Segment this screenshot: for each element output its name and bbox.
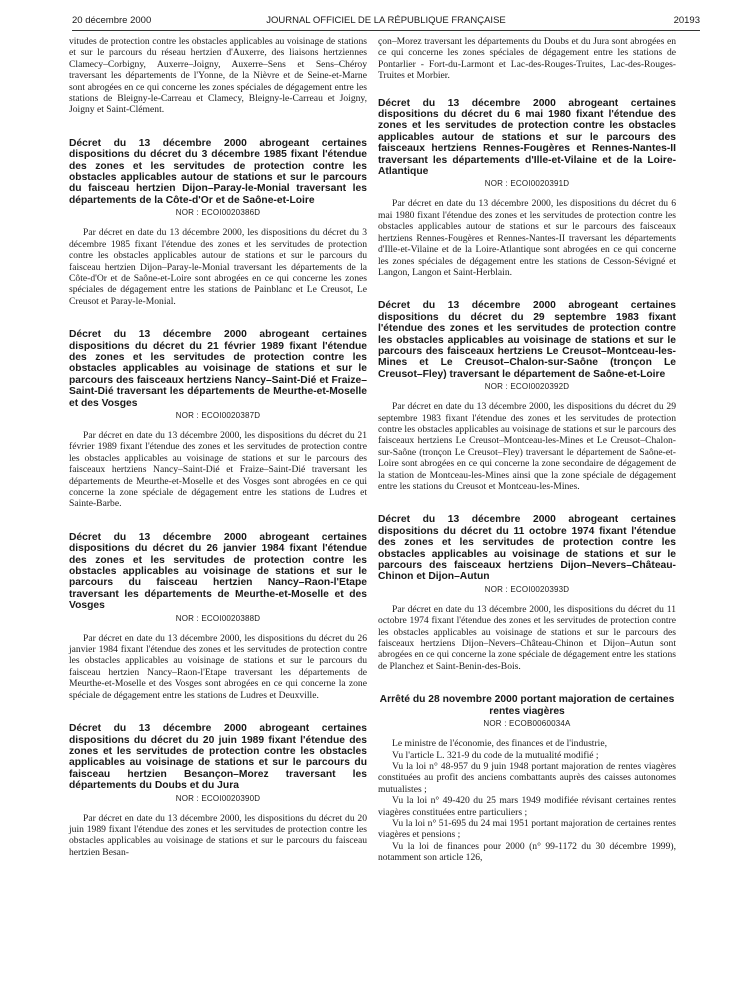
decree-nor: NOR : ECOI0020387D <box>175 410 261 420</box>
decree-title: Décret du 13 décembre 2000 abrogeant certaines dispositions du décret du 20 juin 1989 fixant l'étendue des zones et les servitudes de protection contre les obstacles applicables au voisinage de stations et sur le parcours du faisceau hertzien Besançon–Morez traversant les départements du Doubs et du Jura <box>69 723 367 792</box>
header-journal-title: JOURNAL OFFICIEL DE LA RÉPUBLIQUE FRANÇAISE <box>266 15 506 26</box>
decree-title: Décret du 13 décembre 2000 abrogeant certaines dispositions du décret du 29 septembre 1983 fixant l'étendue des zones et les servitudes de protection contre les obstacles applicables au voisinage de stations et sur le parcours des faisceaux hertziens Le Creusot–Montceau-les-Mines et Le Creusot–Chalon-sur-Saône (tronçon Le Creusot–Fley) traversant le département de Saône-et-Loire <box>378 300 676 380</box>
decree-block <box>378 514 676 672</box>
arrete-visas <box>378 738 676 863</box>
arrete-line: Vu la loi n° 48-957 du 9 juin 1948 portant majoration de rentes viagères constituées au profit des anciens combattants auprès des caisses autonomes mutualistes ; <box>378 760 676 795</box>
decree-text: Par décret en date du 13 décembre 2000, les dispositions du décret du 6 mai 1980 fixant l'étendue des zones et les servitudes de protection contre les obstacles applicables autour de stations et sur le parcours des faisceaux hertziens Rennes-Fougères et Rennes-Nantes-II traversant les départements d'Ille-et-Vilaine et de la Loire-Atlantique sont abrogées en ce qui concerne les zones spéciales de dégagement entre les stations de Cesson-Sévigné et Langon, Langon et Saint-Herblain. <box>378 198 676 278</box>
arrete-line: Vu l'article L. 321-9 du code de la mutualité modifié ; <box>392 749 599 761</box>
decree-title: Décret du 13 décembre 2000 abrogeant certaines dispositions du décret du 21 février 1989 fixant l'étendue des zones et les servitudes de protection contre les obstacles applicables au voisinage de stations et sur le parcours des faisceaux hertziens Nancy–Saint-Dié et Fraize–Saint-Dié traversant les départements de Meurthe-et-Moselle et des Vosges <box>69 329 367 409</box>
arrete-line: Vu la loi n° 51-695 du 24 mai 1951 portant majoration de certaines rentes viagères et pensions ; <box>378 817 676 841</box>
decree-nor: NOR : ECOI0020392D <box>484 382 570 392</box>
decree-title: Décret du 13 décembre 2000 abrogeant certaines dispositions du décret du 3 décembre 1985 fixant l'étendue des zones et les servitudes de protection contre les obstacles applicables autour de stations et sur le parcours du faisceau hertzien Dijon–Paray-le-Monial traversant les départements de la Côte-d'Or et de Saône-et-Loire <box>69 137 367 206</box>
arrete-nor: NOR : ECOB0060034A <box>483 719 571 729</box>
arrete-title: Arrêté du 28 novembre 2000 portant majoration de certaines rentes viagères <box>379 694 675 717</box>
decree-block <box>69 138 367 307</box>
decree-title: Décret du 13 décembre 2000 abrogeant certaines dispositions du décret du 6 mai 1980 fixant l'étendue des zones et les servitudes de protection contre les obstacles applicables autour de stations et sur le parcours des faisceaux hertziens Rennes-Fougères et Rennes-Nantes-II traversant les départements d'Ille-et-Vilaine et de la Loire-Atlantique <box>378 97 676 178</box>
right-intro-text: çon–Morez traversant les départements du Doubs et du Jura sont abrogées en ce qui concerne les zones spéciales de dégagement entre les stations de Pontarlier - Fort-du-Larmont et Lac-des-Rouges-Truites, Lac-des-Rouges-Truites et Morbier. <box>378 36 676 82</box>
decree-text: Par décret en date du 13 décembre 2000, les dispositions du décret du 29 septembre 1983 fixant l'étendue des zones et les servitudes de protection contre les obstacles applicables au voisinage de stations et sur le parcours des faisceaux hertziens Le Creusot–Montceau-les-Mines et Le Creusot–Chalon-sur-Saône (tronçon Le Creusot–Fley) traversant le département de Saône-et-Loire sont abrogées en ce qui concerne la zone secondaire de dégagement de la station de Montceau-les-Mines ainsi que la zone spéciale de dégagement entre les stations du Creusot et Montceau-les-Mines. <box>378 401 676 492</box>
decree-text: Par décret en date du 13 décembre 2000, les dispositions du décret du 3 décembre 1985 fixant l'étendue des zones et les servitudes de protection contre les obstacles applicables autour de stations et sur le parcours du faisceau hertzien Dijon–Paray-le-Monial traversant les départements de la Côte-d'Or et de Saône-et-Loire sont abrogées en ce qui concerne les zones spéciales de dégagement entre les stations de Painblanc et Le Creusot, Le Creusot et Paray-le-Monial. <box>69 227 367 307</box>
arrete-line: Le ministre de l'économie, des finances et de l'industrie, <box>392 738 607 750</box>
arrete-line: Vu la loi de finances pour 2000 (n° 99-1172 du 30 décembre 1999), notamment son article 126, <box>378 840 676 864</box>
decree-title: Décret du 13 décembre 2000 abrogeant certaines dispositions du décret du 26 janvier 1984 fixant l'étendue des zones et les servitudes de protection contre les obstacles applicables au voisinage de stations et sur le parcours du faisceau hertzien Nancy–Raon-l'Etape traversant les départements de Meurthe-et-Moselle et des Vosges <box>69 531 367 612</box>
decree-nor: NOR : ECOI0020391D <box>484 179 570 189</box>
header-page-number: 20193 <box>673 15 700 26</box>
decree-block <box>378 300 676 492</box>
decree-block <box>69 532 367 701</box>
decree-block <box>69 723 367 858</box>
decree-text: Par décret en date du 13 décembre 2000, les dispositions du décret du 11 octobre 1974 fixant l'étendue des zones et les servitudes de protection contre les obstacles applicables au voisinage de stations et sur le parcours des faisceaux hertziens Dijon–Nevers–Château-Chinon et Dijon–Autun sont abrogées en ce qui concerne la zone spéciale de dégagement entre les stations de Planchez et Saint-Benin-des-Bois. <box>378 603 676 672</box>
decree-block <box>69 329 367 510</box>
arrete-block <box>378 694 676 863</box>
left-column <box>69 36 367 860</box>
arrete-line: Vu la loi n° 49-420 du 25 mars 1949 modifiée révisant certaines rentes viagères constituées entre particuliers ; <box>378 795 676 818</box>
decree-block <box>378 98 676 279</box>
decree-text: Par décret en date du 13 décembre 2000, les dispositions du décret du 20 juin 1989 fixant l'étendue des zones et les servitudes de protection contre les obstacles applicables au voisinage de stations et sur le parcours du faisceau hertzien Besan- <box>69 812 367 858</box>
page-header <box>72 15 700 31</box>
left-intro-text: vitudes de protection contre les obstacles applicables au voisinage de stations et sur le parcours du réseau hertzien d'Auxerre, des liaisons hertziennes Clamecy–Corbigny, Auxerre–Joigny, Auxerre–Sens et Sens–Chéroy traversant les départements de l'Yonne, de la Nièvre et de Seine-et-Marne sont abrogées en ce qui concerne les zones spéciales de dégagement entre les stations de Bleigny-le-Carreau et Clamecy, Bleigny-le-Carreau et Joigny, Joigny et Saint-Clément. <box>69 36 367 116</box>
decree-nor: NOR : ECOI0020386D <box>175 208 261 218</box>
header-date: 20 décembre 2000 <box>72 15 152 26</box>
decree-text: Par décret en date du 13 décembre 2000, les dispositions du décret du 21 février 1989 fixant l'étendue des zones et les servitudes de protection contre les obstacles applicables au voisinage de stations et sur le parcours des faisceaux hertziens Nancy–Saint-Dié et Fraize–Saint-Dié traversant les départements de Meurthe-et-Moselle et des Vosges sont abrogées en ce qui concerne la zone spéciale de dégagement entre les stations de Ludres et Sainte-Barbe. <box>69 429 367 510</box>
header-rule <box>72 30 700 31</box>
decree-nor: NOR : ECOI0020388D <box>175 613 261 623</box>
decree-title: Décret du 13 décembre 2000 abrogeant certaines dispositions du décret du 11 octobre 1974 fixant l'étendue des zones et les servitudes de protection contre les obstacles applicables au voisinage de stations et sur le parcours des faisceaux hertziens Dijon–Nevers–Château-Chinon et Dijon–Autun <box>378 514 676 583</box>
decree-text: Par décret en date du 13 décembre 2000, les dispositions du décret du 26 janvier 1984 fixant l'étendue des zones et les servitudes de protection contre les obstacles applicables au voisinage de stations et sur le parcours du faisceau hertzien Nancy–Raon-l'Etape traversant les départements de Meurthe-et-Moselle et des Vosges sont abrogées en ce qui concerne la zone spéciale de dégagement entre les stations de Ludres et Deuxville. <box>69 632 367 701</box>
right-column <box>378 36 676 864</box>
decree-nor: NOR : ECOI0020390D <box>175 793 261 803</box>
decree-nor: NOR : ECOI0020393D <box>484 584 570 594</box>
